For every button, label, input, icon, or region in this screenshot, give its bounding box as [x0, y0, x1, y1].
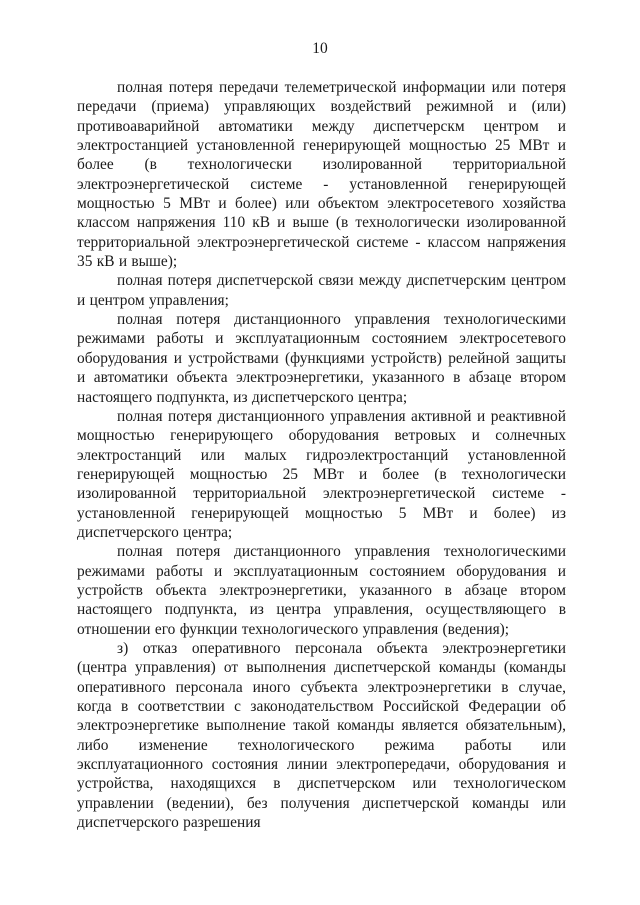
paragraph-refusal-of-dispatch-command: з) отказ оперативного персонала объекта электроэнергетики (центра управления) от выполнения диспетчерской команды (команды оперативного персонала иного субъекта электроэнергетики в случае, когда в соответствии с законодательством Российской Федерации об электроэнергетике выполнение такой команды является обязательным), либо изменение технологического режима работы или эксплуатационного состояния линии электропередачи, оборудования и устройства, находящихся в диспетчерском или технологическом управлении (ведении), без получения диспетчерской команды или диспетчерского разрешения: [77, 639, 566, 832]
paragraph-dispatch-communication-loss: полная потеря диспетчерской связи между диспетчерским центром и центром управления;: [77, 272, 566, 309]
paragraph-telemetry-loss: полная потеря передачи телеметрической информации или потеря передачи (приема) управляющих воздействий режимной и (или) противоаварийной автоматики между диспетчерскм центром и электростанцией установленной генерирующей мощностью 25 МВт и более (в технологически изолированной территориальной электроэнергетической системе - установленной генерирующей мощностью 5 МВт и более) или объектом электросетевого хозяйства классом напряжения 110 кВ и выше (в технологически изолированной территориальной электроэнергетической системе - классом напряжения 35 кВ и выше);: [77, 79, 566, 271]
paragraph-remote-control-facility-loss: полная потеря дистанционного управления технологическими режимами работы и эксплуатационным состоянием оборудования и устройств объекта электроэнергетики, указанного в абзаце втором настоящего подпункта, из центра управления, осуществляющего в отношении его функции технологического управления (ведения);: [77, 543, 566, 638]
paragraph-remote-control-grid-equipment-loss: полная потеря дистанционного управления технологическими режимами работы и эксплуатационным состоянием электросетевого оборудования и устройствами (функциями устройств) релейной защиты и автоматики объекта электроэнергетики, указанного в абзаце втором настоящего подпункта, из диспетчерского центра;: [77, 311, 566, 406]
paragraph-remote-power-control-loss: полная потеря дистанционного управления активной и реактивной мощностью генерирующего оборудования ветровых и солнечных электростанций или малых гидроэлектростанций установленной генерирующей мощностью 25 МВт и более (в технологически изолированной территориальной электроэнергетической системе - установленной генерирующей мощностью 5 МВт и более) из диспетчерского центра;: [77, 407, 566, 541]
document-body: [77, 78, 566, 832]
page-number: 10: [312, 40, 328, 57]
